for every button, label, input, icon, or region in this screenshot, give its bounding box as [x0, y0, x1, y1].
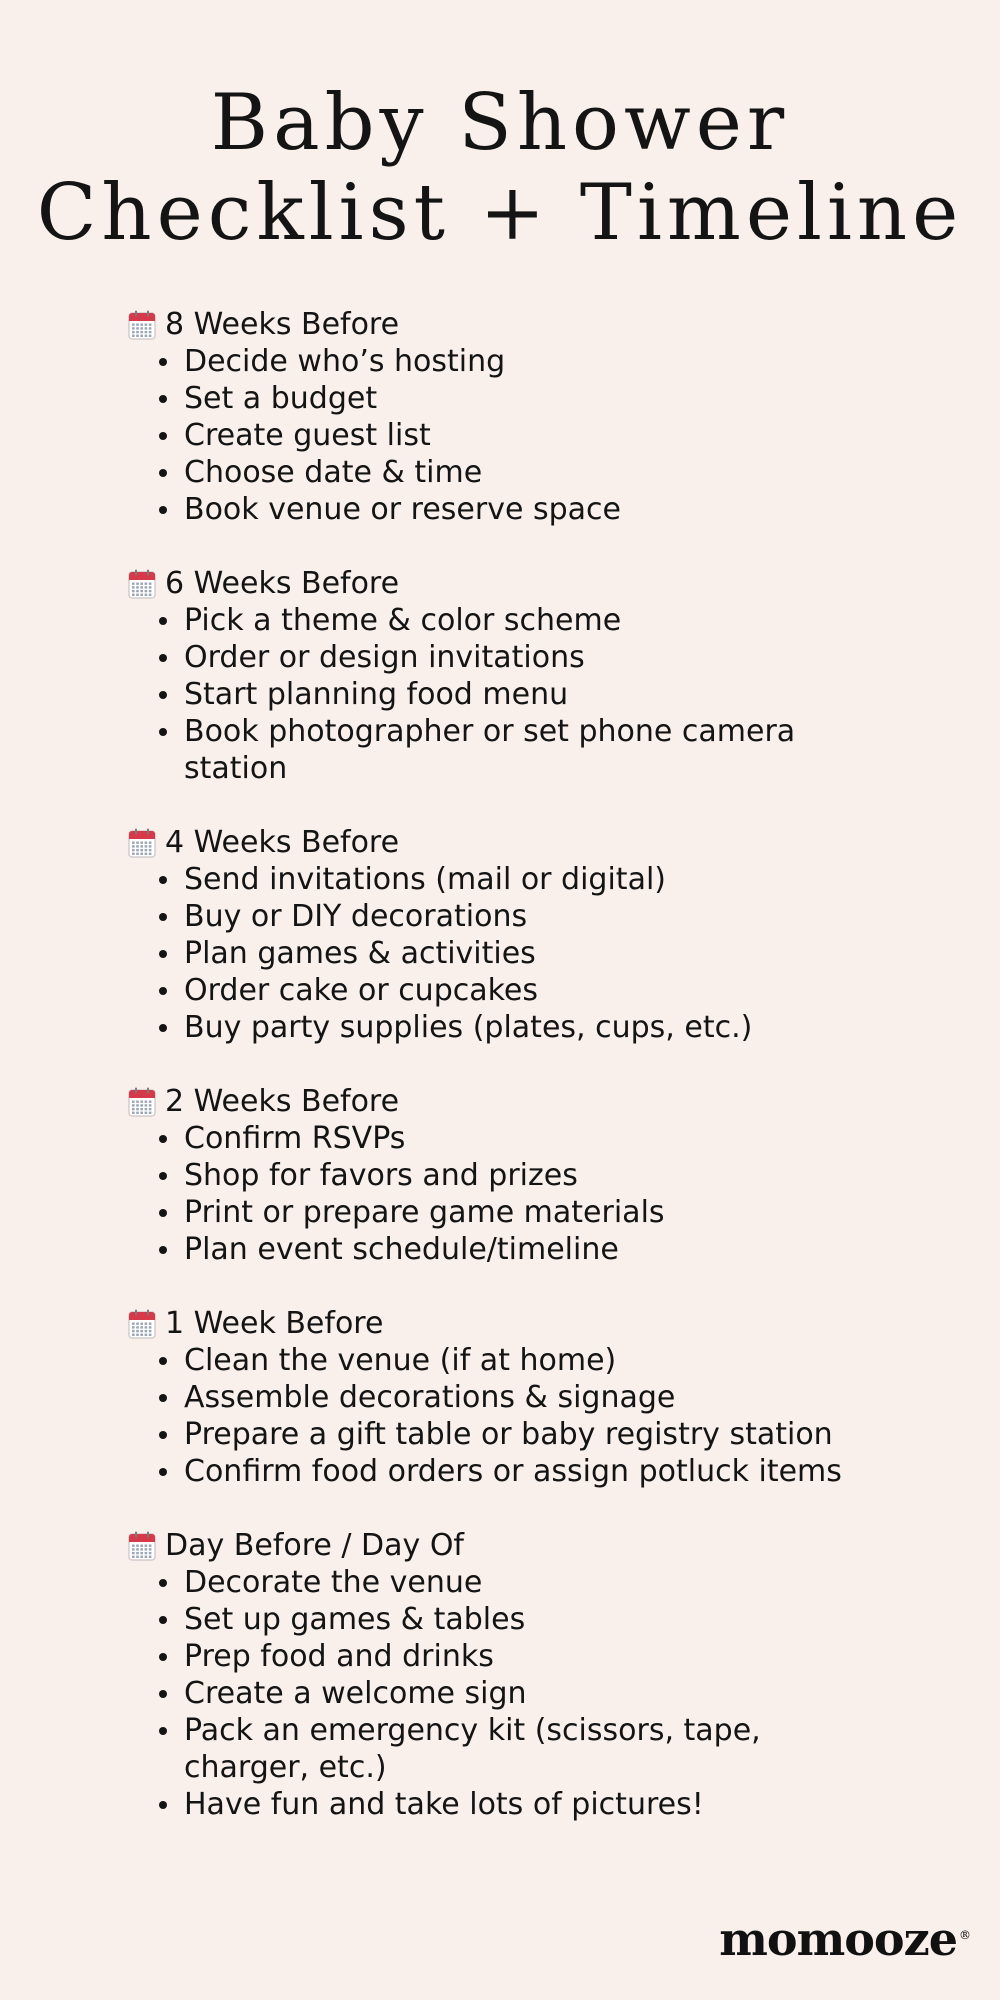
list-item: Choose date & time	[184, 454, 928, 491]
list-item: Shop for favors and prizes	[184, 1157, 928, 1194]
list-item: Set a budget	[184, 380, 928, 417]
checklist	[128, 343, 928, 528]
section-8-weeks	[128, 306, 928, 528]
section-1-week	[128, 1305, 928, 1490]
section-heading	[128, 1083, 928, 1120]
section-heading	[128, 306, 928, 343]
list-item: Set up games & tables	[184, 1601, 928, 1638]
checklist	[128, 861, 928, 1046]
list-item: Prepare a gift table or baby registry station	[184, 1416, 928, 1453]
list-item: Print or prepare game materials	[184, 1194, 928, 1231]
list-item: Confirm RSVPs	[184, 1120, 928, 1157]
section-heading	[128, 565, 928, 602]
checklist	[128, 1342, 928, 1490]
section-4-weeks	[128, 824, 928, 1046]
section-heading	[128, 1527, 928, 1564]
list-item: Prep food and drinks	[184, 1638, 928, 1675]
section-heading-text: 6 Weeks Before	[165, 566, 400, 601]
title-line-1: Baby Shower	[210, 78, 790, 168]
list-item: Start planning food menu	[184, 676, 928, 713]
list-item: Clean the venue (if at home)	[184, 1342, 928, 1379]
list-item: Send invitations (mail or digital)	[184, 861, 928, 898]
section-heading-text: 8 Weeks Before	[165, 307, 400, 342]
calendar-icon	[128, 1309, 156, 1339]
calendar-icon	[128, 569, 156, 599]
page-title	[0, 78, 1000, 258]
list-item: Decide who’s hosting	[184, 343, 928, 380]
section-heading-text: 1 Week Before	[165, 1306, 384, 1341]
list-item: Buy party supplies (plates, cups, etc.)	[184, 1009, 928, 1046]
list-item: Decorate the venue	[184, 1564, 928, 1601]
list-item: Buy or DIY decorations	[184, 898, 928, 935]
section-heading-text: Day Before / Day Of	[165, 1528, 464, 1563]
list-item: Create a welcome sign	[184, 1675, 928, 1712]
calendar-icon	[128, 1087, 156, 1117]
list-item: Order cake or cupcakes	[184, 972, 928, 1009]
section-heading	[128, 824, 928, 861]
list-item: Book photographer or set phone camera station	[184, 713, 864, 787]
list-item: Plan games & activities	[184, 935, 928, 972]
list-item: Plan event schedule/timeline	[184, 1231, 928, 1268]
section-heading-text: 4 Weeks Before	[165, 825, 400, 860]
list-item: Book venue or reserve space	[184, 491, 928, 528]
list-item: Have fun and take lots of pictures!	[184, 1786, 928, 1823]
section-2-weeks	[128, 1083, 928, 1268]
checklist	[128, 1120, 928, 1268]
list-item: Confirm food orders or assign potluck items	[184, 1453, 928, 1490]
calendar-icon	[128, 828, 156, 858]
calendar-icon	[128, 310, 156, 340]
calendar-icon	[128, 1531, 156, 1561]
list-item: Pack an emergency kit (scissors, tape, charger, etc.)	[184, 1712, 784, 1786]
checklist-sections	[128, 306, 928, 1860]
section-6-weeks	[128, 565, 928, 787]
brand-name: momooze	[719, 1912, 957, 1966]
section-heading-text: 2 Weeks Before	[165, 1084, 400, 1119]
checklist	[128, 602, 928, 787]
list-item: Order or design invitations	[184, 639, 928, 676]
checklist	[128, 1564, 928, 1823]
section-heading	[128, 1305, 928, 1342]
brand-logo	[719, 1912, 970, 1966]
list-item: Assemble decorations & signage	[184, 1379, 928, 1416]
title-line-2: Checklist + Timeline	[36, 168, 964, 258]
list-item: Pick a theme & color scheme	[184, 602, 928, 639]
section-day-before	[128, 1527, 928, 1823]
registered-mark: ®	[959, 1927, 970, 1942]
list-item: Create guest list	[184, 417, 928, 454]
